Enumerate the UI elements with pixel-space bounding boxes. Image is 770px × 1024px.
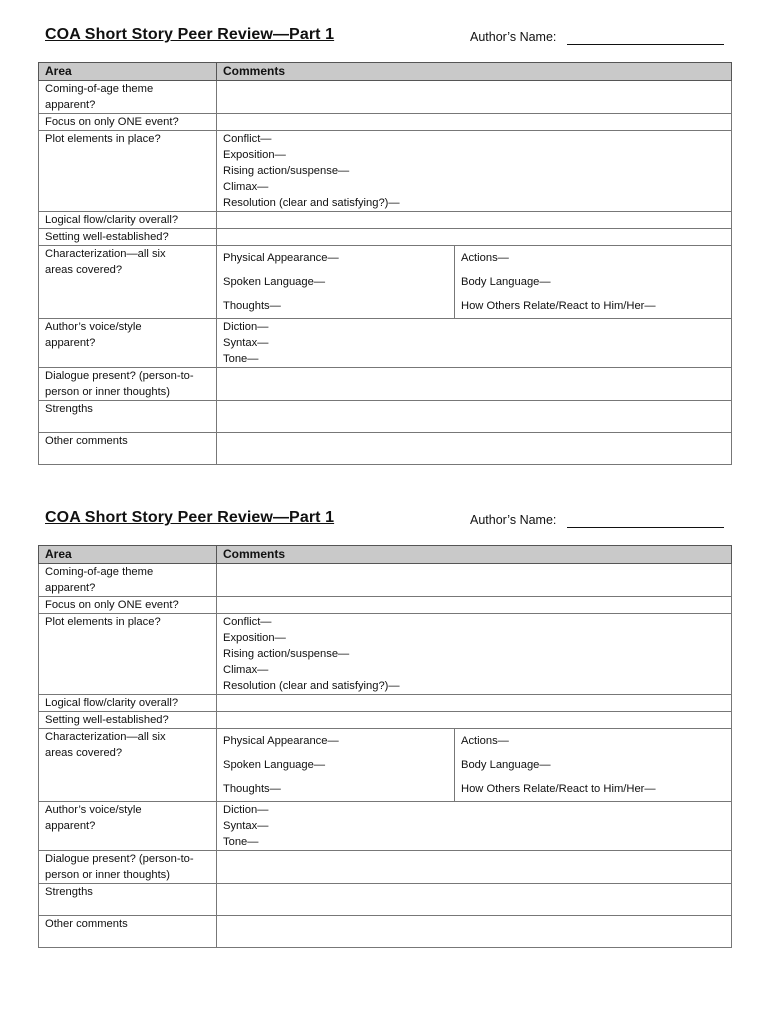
area-dialogue: Dialogue present? (person-to- person or inner thoughts) [39,368,217,401]
row-theme [39,564,732,597]
area-strengths: Strengths [39,401,217,433]
comment-setting[interactable] [217,229,732,246]
row-logical [39,212,732,229]
row-logical [39,695,732,712]
peer-review-form-1 [38,22,732,465]
area-dialogue: Dialogue present? (person-to- person or inner thoughts) [39,851,217,884]
char-others[interactable]: How Others Relate/React to Him/Her— [461,300,656,312]
char-physical[interactable]: Physical Appearance— [217,246,455,270]
comment-other[interactable] [217,433,732,465]
comment-focus[interactable] [217,114,732,131]
char-thoughts[interactable]: Thoughts— [217,294,455,318]
column-header-comments: Comments [217,63,732,81]
area-setting: Setting well-established? [39,229,217,246]
area-logical: Logical flow/clarity overall? [39,212,217,229]
table-header-row [39,546,732,564]
row-focus [39,597,732,614]
column-header-area: Area [39,63,217,81]
row-characterization [39,729,732,802]
comment-plot[interactable]: Conflict— Exposition— Rising action/suspense— Climax— Resolution (clear and satisfying?)— [217,131,732,212]
char-spoken[interactable]: Spoken Language— [217,270,455,294]
char-others[interactable]: How Others Relate/React to Him/Her— [461,783,656,795]
row-dialogue [39,368,732,401]
comment-voice[interactable]: Diction— Syntax— Tone— [217,319,732,368]
row-strengths [39,884,732,916]
comment-theme[interactable] [217,564,732,597]
area-other: Other comments [39,433,217,465]
area-plot: Plot elements in place? [39,131,217,212]
comment-logical[interactable] [217,695,732,712]
row-dialogue [39,851,732,884]
characterization-grid [217,246,731,318]
area-focus: Focus on only ONE event? [39,597,217,614]
form-title: COA Short Story Peer Review—Part 1 [45,509,335,526]
comment-characterization [217,246,732,319]
comment-strengths[interactable] [217,884,732,916]
char-actions[interactable]: Actions— [461,735,509,747]
area-logical: Logical flow/clarity overall? [39,695,217,712]
comment-dialogue[interactable] [217,368,732,401]
form-title: COA Short Story Peer Review—Part 1 [45,26,335,43]
area-voice: Author’s voice/style apparent? [39,802,217,851]
row-focus [39,114,732,131]
author-name-label: Author’s Name: [470,30,557,44]
char-body[interactable]: Body Language— [461,276,551,288]
area-voice: Author’s voice/style apparent? [39,319,217,368]
form-header [38,22,732,62]
char-thoughts[interactable]: Thoughts— [217,777,455,801]
area-plot: Plot elements in place? [39,614,217,695]
char-body[interactable]: Body Language— [461,759,551,771]
row-theme [39,81,732,114]
comment-focus[interactable] [217,597,732,614]
area-characterization: Characterization—all six areas covered? [39,246,217,319]
column-header-area: Area [39,546,217,564]
area-theme: Coming-of-age theme apparent? [39,81,217,114]
comment-theme[interactable] [217,81,732,114]
comment-voice[interactable]: Diction— Syntax— Tone— [217,802,732,851]
row-other [39,916,732,948]
area-theme: Coming-of-age theme apparent? [39,564,217,597]
area-focus: Focus on only ONE event? [39,114,217,131]
area-setting: Setting well-established? [39,712,217,729]
review-table [38,62,732,465]
row-strengths [39,401,732,433]
comment-strengths[interactable] [217,401,732,433]
form-header [38,505,732,545]
comment-dialogue[interactable] [217,851,732,884]
comment-other[interactable] [217,916,732,948]
char-actions[interactable]: Actions— [461,252,509,264]
area-strengths: Strengths [39,884,217,916]
row-voice [39,802,732,851]
comment-characterization [217,729,732,802]
row-setting [39,712,732,729]
review-table [38,545,732,948]
table-header-row [39,63,732,81]
area-other: Other comments [39,916,217,948]
row-plot [39,614,732,695]
author-name-label: Author’s Name: [470,513,557,527]
row-characterization [39,246,732,319]
comment-setting[interactable] [217,712,732,729]
author-name-field[interactable] [567,527,724,528]
author-name-field[interactable] [567,44,724,45]
characterization-grid [217,729,731,801]
comment-plot[interactable]: Conflict— Exposition— Rising action/suspense— Climax— Resolution (clear and satisfying?)— [217,614,732,695]
row-setting [39,229,732,246]
peer-review-form-2 [38,505,732,948]
area-characterization: Characterization—all six areas covered? [39,729,217,802]
row-other [39,433,732,465]
column-header-comments: Comments [217,546,732,564]
char-physical[interactable]: Physical Appearance— [217,729,455,753]
char-spoken[interactable]: Spoken Language— [217,753,455,777]
row-voice [39,319,732,368]
row-plot [39,131,732,212]
comment-logical[interactable] [217,212,732,229]
